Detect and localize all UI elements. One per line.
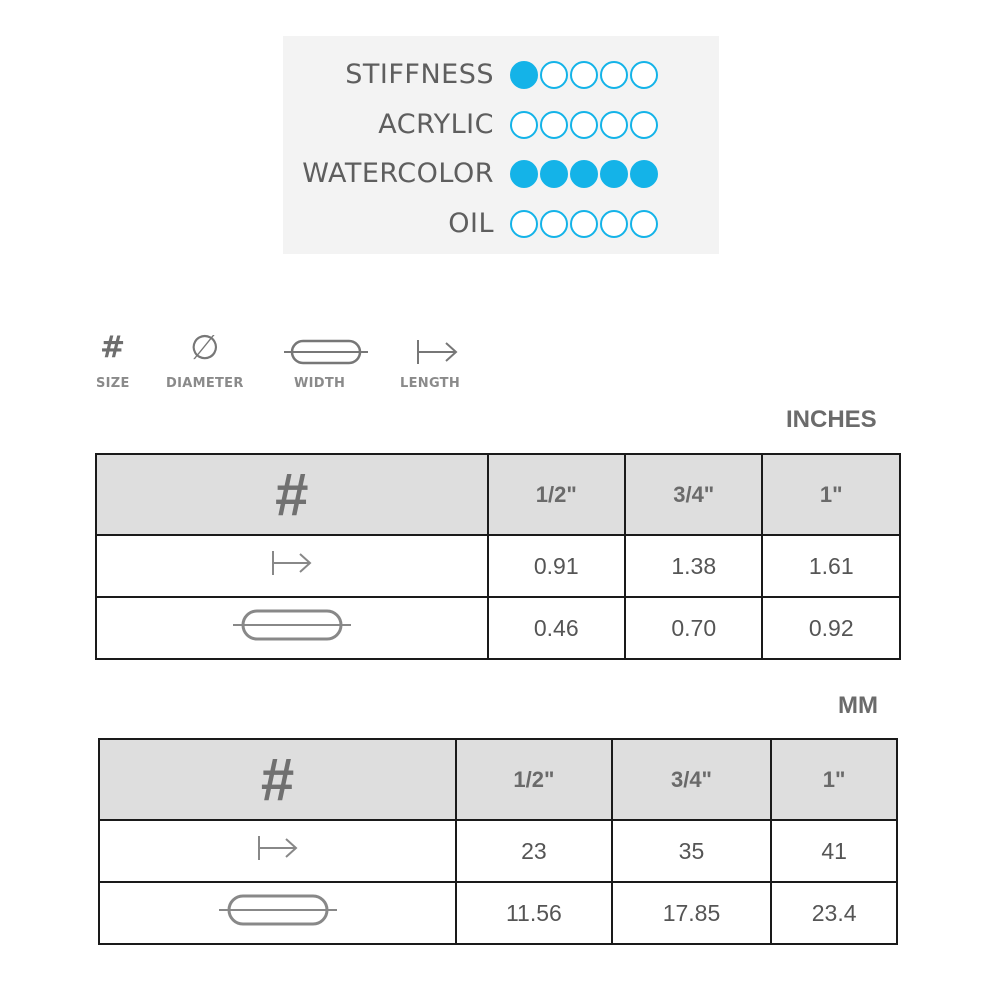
rating-dot-empty [600,111,628,139]
value-cell: 23 [456,820,612,882]
width-row-icon-cell [96,597,488,659]
rating-dot-filled [570,160,598,188]
rating-dot-filled [600,160,628,188]
rating-dot-empty [540,61,568,89]
width-icon [233,608,351,642]
rating-dot-empty [570,111,598,139]
legend-label: WIDTH [294,376,346,391]
legend-label: DIAMETER [166,376,244,391]
rating-dot-empty [600,210,628,238]
size-cell: 1" [762,454,900,535]
hash-icon: # [260,745,295,813]
table-row [99,882,897,944]
rating-label: STIFFNESS [345,59,494,90]
size-cell: 3/4" [625,454,762,535]
table-row [96,597,900,659]
rating-row-watercolor [283,154,719,194]
width-row-icon-cell [99,882,456,944]
inches-table [95,453,901,660]
rating-dot-empty [540,111,568,139]
mm-table [98,738,898,945]
inches-heading: INCHES [786,406,877,433]
rating-row-acrylic [283,105,719,145]
rating-dot-filled [510,160,538,188]
table-row [96,454,900,535]
value-cell: 0.70 [625,597,762,659]
hash-icon: # [100,330,126,365]
size-cell: 1/2" [488,454,625,535]
mm-heading: MM [838,692,878,719]
rating-row-oil [283,204,719,244]
value-cell: 41 [771,820,897,882]
size-cell: 1/2" [456,739,612,820]
size-cell: 3/4" [612,739,772,820]
size-header-cell [96,454,488,535]
rating-dot-empty [570,61,598,89]
legend-label: SIZE [96,376,130,391]
rating-dot-empty [570,210,598,238]
rating-label: ACRYLIC [378,109,494,140]
length-icon [416,336,460,368]
length-row-icon-cell [99,820,456,882]
size-cell: 1" [771,739,897,820]
table-row [99,739,897,820]
hash-icon: # [275,460,309,528]
value-cell: 1.61 [762,535,900,597]
length-icon [256,832,300,864]
value-cell: 35 [612,820,772,882]
rating-dot-empty [540,210,568,238]
rating-dot-empty [510,111,538,139]
diameter-icon: ∅ [190,328,220,368]
table-row [99,820,897,882]
value-cell: 23.4 [771,882,897,944]
value-cell: 17.85 [612,882,772,944]
rating-label: WATERCOLOR [302,158,494,189]
rating-dot-empty [630,111,658,139]
rating-label: OIL [448,208,494,239]
value-cell: 11.56 [456,882,612,944]
rating-dot-empty [630,210,658,238]
width-icon [219,893,337,927]
value-cell: 0.91 [488,535,625,597]
value-cell: 1.38 [625,535,762,597]
rating-dot-filled [630,160,658,188]
rating-dot-empty [510,210,538,238]
rating-row-stiffness [283,55,719,95]
value-cell: 0.46 [488,597,625,659]
length-row-icon-cell [96,535,488,597]
length-icon [270,547,314,579]
width-icon [284,336,368,368]
rating-dot-empty [600,61,628,89]
rating-dot-empty [630,61,658,89]
value-cell: 0.92 [762,597,900,659]
size-header-cell [99,739,456,820]
rating-dot-filled [510,61,538,89]
rating-card [283,36,719,254]
rating-dot-filled [540,160,568,188]
legend-label: LENGTH [400,376,461,391]
table-row [96,535,900,597]
